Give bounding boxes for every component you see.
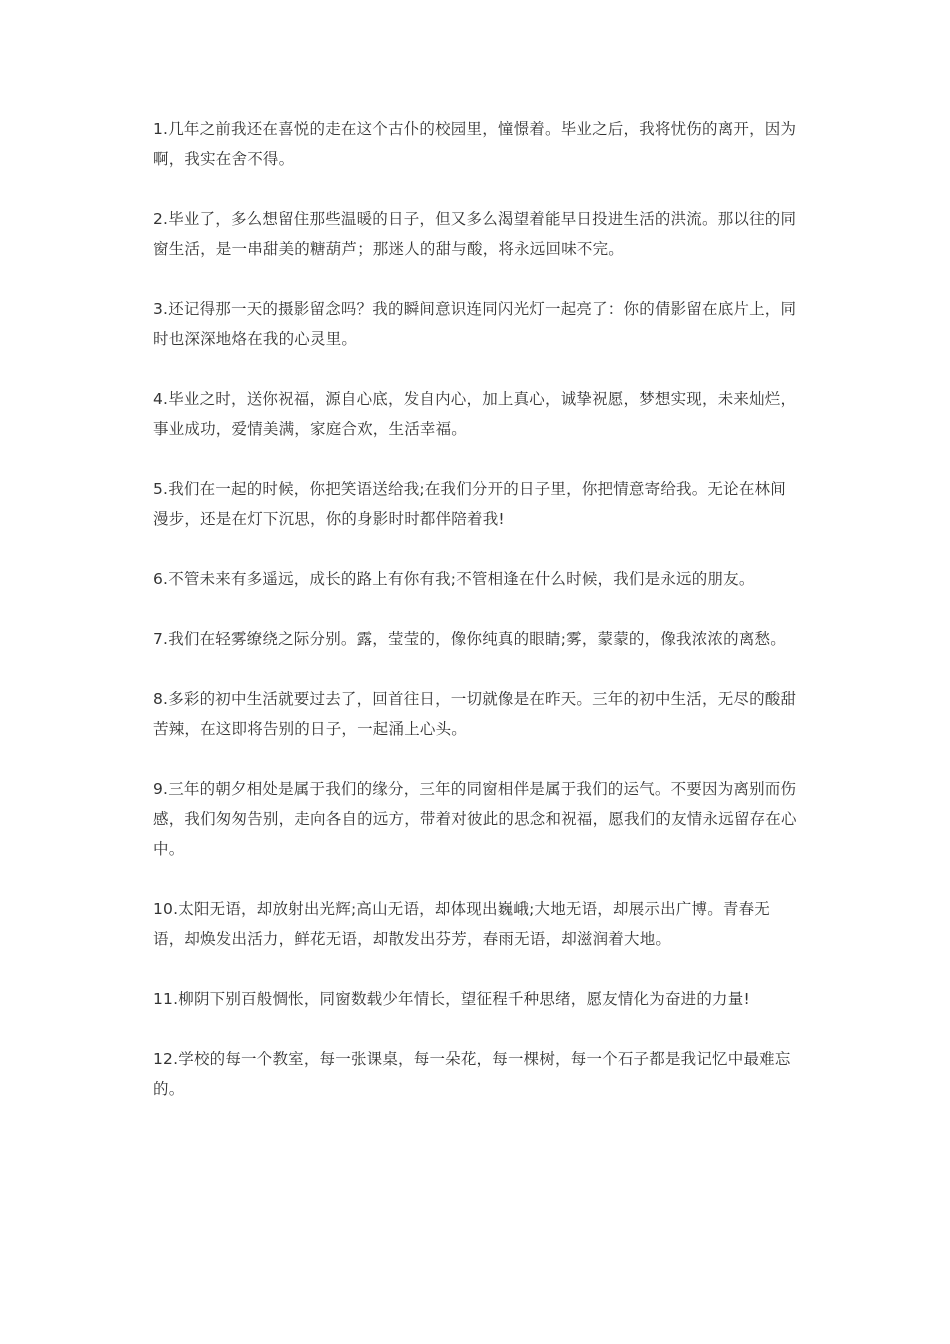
paragraph-2: 2.毕业了，多么想留住那些温暖的日子，但又多么渴望着能早日投进生活的洪流。那以往的同窗生活，是一串甜美的糖葫芦；那迷人的甜与酸，将永远回味不完。 <box>153 210 797 258</box>
paragraph-1: 1.几年之前我还在喜悦的走在这个古仆的校园里，憧憬着。毕业之后，我将忧伤的离开，因为啊，我实在舍不得。 <box>153 120 797 168</box>
paragraph-3: 3.还记得那一天的摄影留念吗？我的瞬间意识连同闪光灯一起亮了：你的倩影留在底片上，同时也深深地烙在我的心灵里。 <box>153 300 797 348</box>
paragraph-9: 9.三年的朝夕相处是属于我们的缘分，三年的同窗相伴是属于我们的运气。不要因为离别而伤感，我们匆匆告别，走向各自的远方，带着对彼此的思念和祝福，愿我们的友情永远留存在心中。 <box>153 780 797 858</box>
paragraph-6: 6.不管未来有多遥远，成长的路上有你有我;不管相逢在什么时候，我们是永远的朋友。 <box>153 570 755 588</box>
paragraph-11: 11.柳阴下别百般惆怅，同窗数载少年情长，望征程千种思绪，愿友情化为奋进的力量! <box>153 990 750 1008</box>
document-body <box>153 114 798 1134</box>
paragraph-7: 7.我们在轻雾缭绕之际分别。露，莹莹的，像你纯真的眼睛;雾，蒙蒙的，像我浓浓的离愁。 <box>153 630 786 648</box>
paragraph-8: 8.多彩的初中生活就要过去了，回首往日，一切就像是在昨天。三年的初中生活，无尽的酸甜苦辣，在这即将告别的日子，一起涌上心头。 <box>153 690 797 738</box>
paragraph-5: 5.我们在一起的时候，你把笑语送给我;在我们分开的日子里，你把情意寄给我。无论在林间漫步，还是在灯下沉思，你的身影时时都伴陪着我! <box>153 480 786 528</box>
paragraph-12: 12.学校的每一个教室，每一张课桌，每一朵花，每一棵树，每一个石子都是我记忆中最难忘的。 <box>153 1050 791 1098</box>
paragraph-10: 10.太阳无语，却放射出光辉;高山无语，却体现出巍峨;大地无语，却展示出广博。青春无语，却焕发出活力，鲜花无语，却散发出芬芳，春雨无语，却滋润着大地。 <box>153 900 770 948</box>
paragraph-4: 4.毕业之时，送你祝福，源自心底，发自内心，加上真心，诚挚祝愿，梦想实现，未来灿烂，事业成功，爱情美满，家庭合欢，生活幸福。 <box>153 390 797 438</box>
